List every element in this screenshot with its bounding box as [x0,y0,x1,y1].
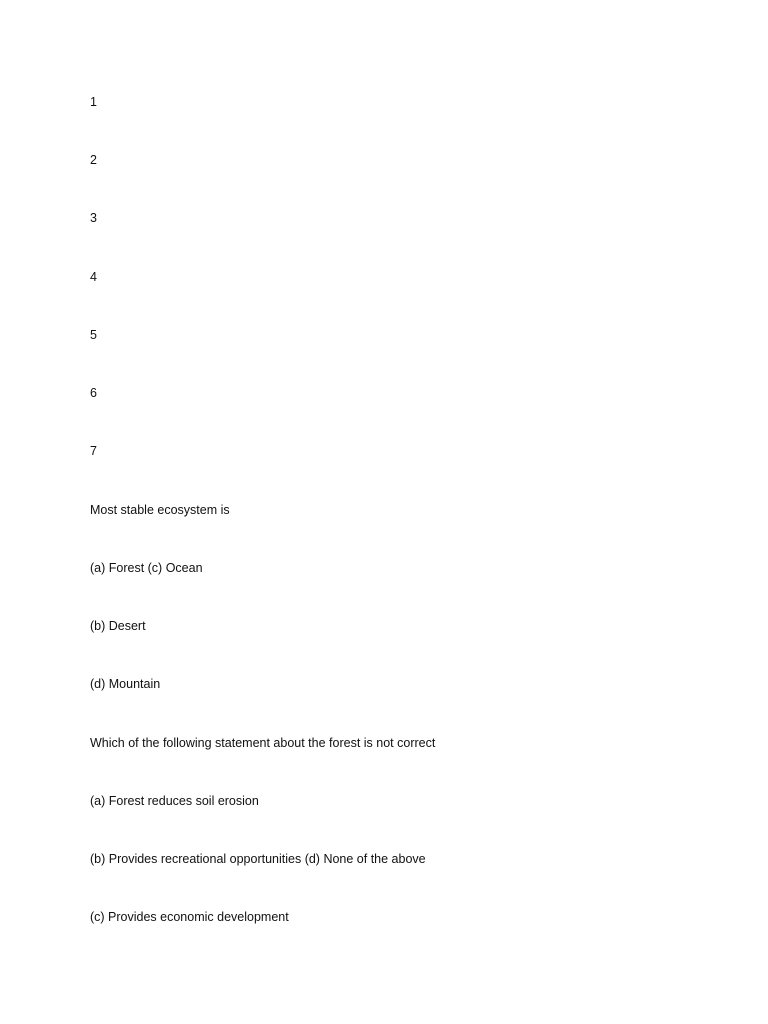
line-number-4: 4 [90,270,97,284]
line-number-2: 2 [90,153,97,167]
line-number-5: 5 [90,328,97,342]
question-2-option-c: (c) Provides economic development [90,910,289,924]
line-number-1: 1 [90,95,97,109]
line-number-6: 6 [90,386,97,400]
question-1-options-a-c: (a) Forest (c) Ocean [90,561,203,575]
question-1-text: Most stable ecosystem is [90,503,230,517]
question-2-options-b-d: (b) Provides recreational opportunities (d) None of the above [90,852,426,866]
line-number-3: 3 [90,211,97,225]
line-number-7: 7 [90,444,97,458]
question-1-option-d: (d) Mountain [90,677,161,691]
question-2-text: Which of the following statement about the forest is not correct [90,736,436,750]
question-1-option-b: (b) Desert [90,619,146,633]
question-2-option-a: (a) Forest reduces soil erosion [90,794,259,808]
